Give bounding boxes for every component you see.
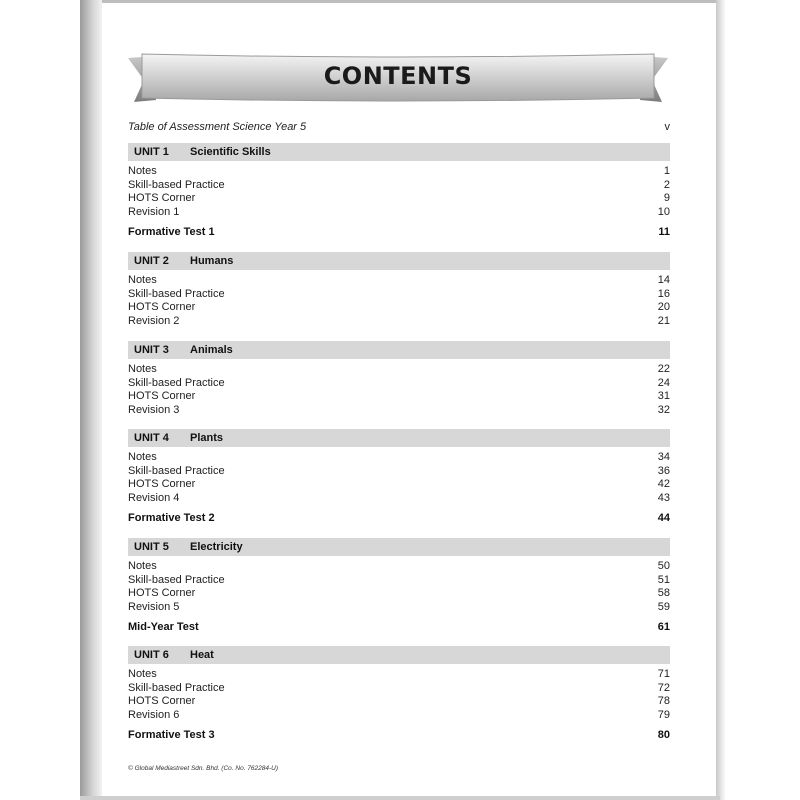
- test-page: 44: [657, 511, 670, 524]
- toc-page: 71: [657, 668, 670, 680]
- unit-number: UNIT 6: [134, 649, 169, 661]
- toc-page: 36: [657, 464, 670, 477]
- toc-row: [128, 492, 670, 506]
- test-label: Formative Test 1: [128, 225, 215, 238]
- toc-label: Revision 2: [128, 315, 180, 328]
- unit-6-section: [128, 646, 670, 742]
- unit-header: [128, 538, 670, 556]
- toc-row: [128, 192, 670, 206]
- test-row: [128, 512, 670, 526]
- toc-label: Skill-based Practice: [128, 464, 225, 477]
- toc-page: 20: [657, 301, 670, 314]
- copyright-notice: © Global Mediastreet Sdn. Bhd. (Co. No. 762284-U): [128, 765, 279, 772]
- toc-label: Revision 5: [128, 601, 180, 614]
- toc-label: Notes: [128, 668, 157, 680]
- toc-row: [128, 274, 670, 288]
- toc-label: Revision 4: [128, 492, 180, 505]
- toc-row: [128, 709, 670, 723]
- toc-page: 32: [657, 404, 670, 417]
- toc-row: [128, 301, 670, 315]
- unit-1-section: [128, 143, 670, 239]
- toc-row: [128, 451, 670, 465]
- toc-row: [128, 404, 670, 418]
- toc-row: [128, 574, 670, 588]
- toc-label: Skill-based Practice: [128, 287, 225, 300]
- assessment-label: Table of Assessment Science Year 5: [128, 121, 307, 133]
- toc-row: [128, 315, 670, 329]
- toc-label: HOTS Corner: [128, 695, 196, 708]
- test-row: [128, 621, 670, 635]
- toc-page: 79: [657, 709, 670, 722]
- page-spine-shadow: [80, 0, 102, 800]
- unit-header: [128, 646, 670, 664]
- toc-row: [128, 390, 670, 404]
- unit-3-section: [128, 341, 670, 418]
- unit-name: Plants: [190, 432, 224, 444]
- toc-page: 16: [657, 287, 670, 300]
- assessment-entry: [128, 121, 670, 137]
- toc-label: Revision 1: [128, 206, 180, 219]
- toc-page: 10: [657, 206, 670, 219]
- toc-label: HOTS Corner: [128, 192, 196, 205]
- toc-label: HOTS Corner: [128, 587, 196, 600]
- toc-row: [128, 682, 670, 696]
- toc-label: HOTS Corner: [128, 478, 196, 491]
- toc-label: Revision 3: [128, 404, 180, 417]
- toc-row: [128, 560, 670, 574]
- toc-page: 9: [663, 192, 670, 205]
- toc-row: [128, 206, 670, 220]
- assessment-page: v: [664, 121, 670, 133]
- toc-label: Revision 6: [128, 709, 180, 722]
- toc-row: [128, 601, 670, 615]
- test-page: 80: [657, 728, 670, 741]
- toc-label: Skill-based Practice: [128, 376, 225, 389]
- toc-row: [128, 587, 670, 601]
- toc-page: 2: [663, 178, 670, 191]
- unit-name: Animals: [190, 344, 233, 356]
- toc-row: [128, 179, 670, 193]
- toc-page: 50: [657, 560, 670, 572]
- unit-number: UNIT 4: [134, 432, 169, 444]
- unit-header: [128, 143, 670, 161]
- unit-header: [128, 429, 670, 447]
- toc-row: [128, 288, 670, 302]
- toc-page: 43: [657, 492, 670, 505]
- page-top-edge: [80, 0, 720, 3]
- toc-page: 24: [657, 376, 670, 389]
- unit-number: UNIT 3: [134, 344, 169, 356]
- test-label: Formative Test 3: [128, 728, 215, 741]
- toc-row: [128, 377, 670, 391]
- test-label: Mid-Year Test: [128, 620, 199, 633]
- unit-2-section: [128, 252, 670, 329]
- toc-page: 22: [657, 363, 670, 375]
- page-bottom-edge: [80, 796, 720, 800]
- test-page: 61: [657, 620, 670, 633]
- page-title: CONTENTS: [323, 62, 473, 90]
- unit-5-section: [128, 538, 670, 634]
- test-row: [128, 226, 670, 240]
- toc-label: Notes: [128, 451, 157, 463]
- toc-label: HOTS Corner: [128, 390, 196, 403]
- unit-4-section: [128, 429, 670, 525]
- toc-page: 1: [663, 165, 670, 177]
- toc-page: 42: [657, 478, 670, 491]
- toc-row: [128, 478, 670, 492]
- toc-label: HOTS Corner: [128, 301, 196, 314]
- toc-label: Notes: [128, 363, 157, 375]
- toc-label: Notes: [128, 560, 157, 572]
- page-right-edge: [716, 0, 726, 800]
- toc-row: [128, 165, 670, 179]
- toc-page: 78: [657, 695, 670, 708]
- toc-row: [128, 465, 670, 479]
- test-label: Formative Test 2: [128, 511, 215, 524]
- toc-page: 21: [657, 315, 670, 328]
- unit-number: UNIT 5: [134, 541, 169, 553]
- unit-header: [128, 341, 670, 359]
- toc-page: 31: [657, 390, 670, 403]
- unit-name: Electricity: [190, 541, 243, 553]
- toc-row: [128, 668, 670, 682]
- unit-name: Humans: [190, 255, 234, 267]
- title-banner: [128, 52, 668, 104]
- test-row: [128, 729, 670, 743]
- unit-number: UNIT 1: [134, 146, 169, 158]
- unit-name: Heat: [190, 649, 214, 661]
- toc-page: 51: [657, 573, 670, 586]
- toc-page: 14: [657, 274, 670, 286]
- toc-label: Skill-based Practice: [128, 681, 225, 694]
- toc-page: 34: [657, 451, 670, 463]
- unit-header: [128, 252, 670, 270]
- toc-row: [128, 695, 670, 709]
- toc-label: Skill-based Practice: [128, 573, 225, 586]
- test-page: 11: [658, 225, 670, 238]
- toc-page: 72: [657, 681, 670, 694]
- toc-row: [128, 363, 670, 377]
- unit-name: Scientific Skills: [190, 146, 271, 158]
- toc-label: Notes: [128, 165, 157, 177]
- toc-label: Skill-based Practice: [128, 178, 225, 191]
- toc-page: 59: [657, 601, 670, 614]
- unit-number: UNIT 2: [134, 255, 169, 267]
- toc-page: 58: [657, 587, 670, 600]
- toc-label: Notes: [128, 274, 157, 286]
